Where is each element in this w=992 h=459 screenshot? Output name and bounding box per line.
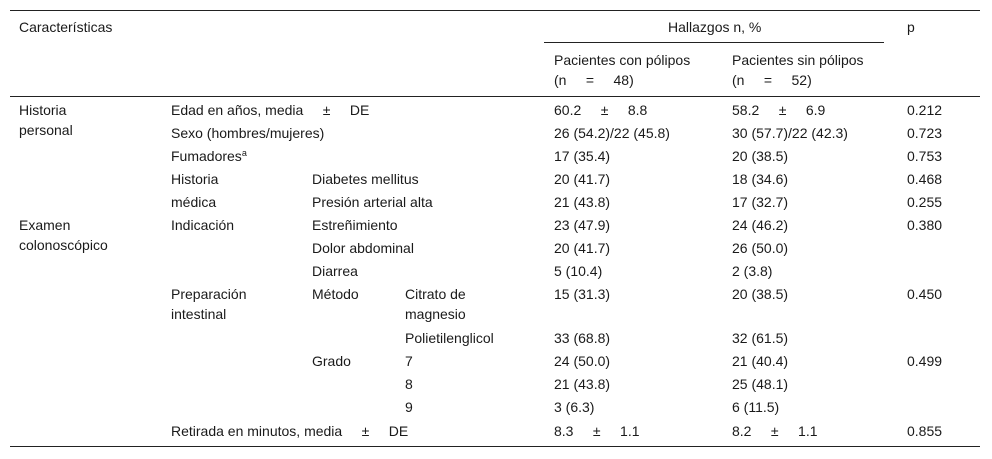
label-fumadores-text: Fumadores	[171, 148, 242, 164]
cell-con-citrato: 15 (31.3)	[554, 286, 611, 302]
cell-con-polietilenglicol: 33 (68.8)	[554, 330, 611, 346]
label-indicacion: Indicación	[171, 217, 235, 233]
cell-con-diarrea: 5 (10.4)	[554, 263, 603, 279]
label-diabetes: Diabetes mellitus	[312, 171, 419, 187]
section-historia-line2: personal	[19, 122, 73, 138]
cell-con-dolor: 20 (41.7)	[554, 240, 611, 256]
cell-con-grado-9: 3 (6.3)	[554, 399, 595, 415]
cell-sin-grado-8: 25 (48.1)	[732, 376, 789, 392]
header-sin-polipos-line2: (n = 52)	[732, 72, 812, 88]
label-estrenimiento: Estreñimiento	[312, 217, 398, 233]
cell-sin-grado-9: 6 (11.5)	[732, 399, 780, 415]
header-bottom-rule	[10, 96, 980, 97]
cell-p-presion: 0.255	[907, 194, 943, 210]
cell-p-indicacion: 0.380	[907, 217, 943, 233]
cell-sin-sexo: 30 (57.7)/22 (42.3)	[732, 125, 848, 141]
label-metodo: Método	[312, 286, 359, 302]
header-p: p	[907, 19, 915, 35]
subsection-preparacion-line1: Preparación	[171, 286, 247, 302]
cell-con-presion: 21 (43.8)	[554, 194, 611, 210]
label-citrato-line1: Citrato de	[405, 286, 466, 302]
header-hallazgos: Hallazgos n, %	[668, 19, 762, 35]
cell-sin-polietilenglicol: 32 (61.5)	[732, 330, 789, 346]
footnote-a: a	[241, 148, 247, 158]
cell-p-metodo: 0.450	[907, 286, 943, 302]
cell-p-grado: 0.499	[907, 353, 943, 369]
cell-sin-estrenimiento: 24 (46.2)	[732, 217, 789, 233]
cell-p-sexo: 0.723	[907, 125, 943, 141]
cell-sin-grado-7: 21 (40.4)	[732, 353, 789, 369]
label-retirada: Retirada en minutos, media ± DE	[171, 423, 409, 439]
cell-sin-retirada: 8.2 ± 1.1	[732, 423, 818, 439]
section-examen-line1: Examen	[19, 217, 71, 233]
label-sexo: Sexo (hombres/mujeres)	[171, 125, 325, 141]
cell-sin-presion: 17 (32.7)	[732, 194, 789, 210]
header-con-polipos-line1: Pacientes con pólipos	[554, 52, 691, 68]
cell-con-sexo: 26 (54.2)/22 (45.8)	[554, 125, 670, 141]
label-grado: Grado	[312, 353, 351, 369]
header-sin-polipos-line1: Pacientes sin pólipos	[732, 52, 864, 68]
cell-con-estrenimiento: 23 (47.9)	[554, 217, 611, 233]
label-grado-9: 9	[405, 399, 413, 415]
cell-con-edad: 60.2 ± 8.8	[554, 102, 648, 118]
cell-sin-citrato: 20 (38.5)	[732, 286, 789, 302]
table-top-rule	[10, 10, 980, 11]
label-dolor: Dolor abdominal	[312, 240, 414, 256]
cell-p-retirada: 0.855	[907, 423, 943, 439]
cell-sin-diabetes: 18 (34.6)	[732, 171, 789, 187]
label-presion: Presión arterial alta	[312, 194, 433, 210]
label-diarrea: Diarrea	[312, 263, 358, 279]
cell-sin-dolor: 26 (50.0)	[732, 240, 789, 256]
cell-p-diabetes: 0.468	[907, 171, 943, 187]
header-con-polipos-line2: (n = 48)	[554, 72, 634, 88]
section-historia-line1: Historia	[19, 102, 67, 118]
section-examen-line2: colonoscópico	[19, 237, 108, 253]
label-grado-8: 8	[405, 376, 413, 392]
cell-sin-diarrea: 2 (3.8)	[732, 263, 773, 279]
cell-sin-edad: 58.2 ± 6.9	[732, 102, 826, 118]
cell-con-fumadores: 17 (35.4)	[554, 148, 611, 164]
subsection-historia-medica-line1: Historia	[171, 171, 219, 187]
cell-con-grado-7: 24 (50.0)	[554, 353, 611, 369]
label-citrato-line2: magnesio	[405, 306, 466, 322]
header-caracteristicas: Características	[19, 19, 113, 35]
header-sub-rule	[544, 42, 884, 43]
subsection-preparacion-line2: intestinal	[171, 306, 227, 322]
cell-sin-fumadores: 20 (38.5)	[732, 148, 789, 164]
subsection-historia-medica-line2: médica	[171, 194, 217, 210]
label-grado-7: 7	[405, 353, 413, 369]
label-edad: Edad en años, media ± DE	[171, 102, 370, 118]
cell-con-retirada: 8.3 ± 1.1	[554, 423, 640, 439]
cell-p-fumadores: 0.753	[907, 148, 943, 164]
cell-p-edad: 0.212	[907, 102, 943, 118]
table-bottom-rule	[10, 446, 980, 447]
label-polietilenglicol: Polietilenglicol	[405, 330, 494, 346]
cell-con-diabetes: 20 (41.7)	[554, 171, 611, 187]
cell-con-grado-8: 21 (43.8)	[554, 376, 611, 392]
label-fumadores	[171, 146, 247, 166]
